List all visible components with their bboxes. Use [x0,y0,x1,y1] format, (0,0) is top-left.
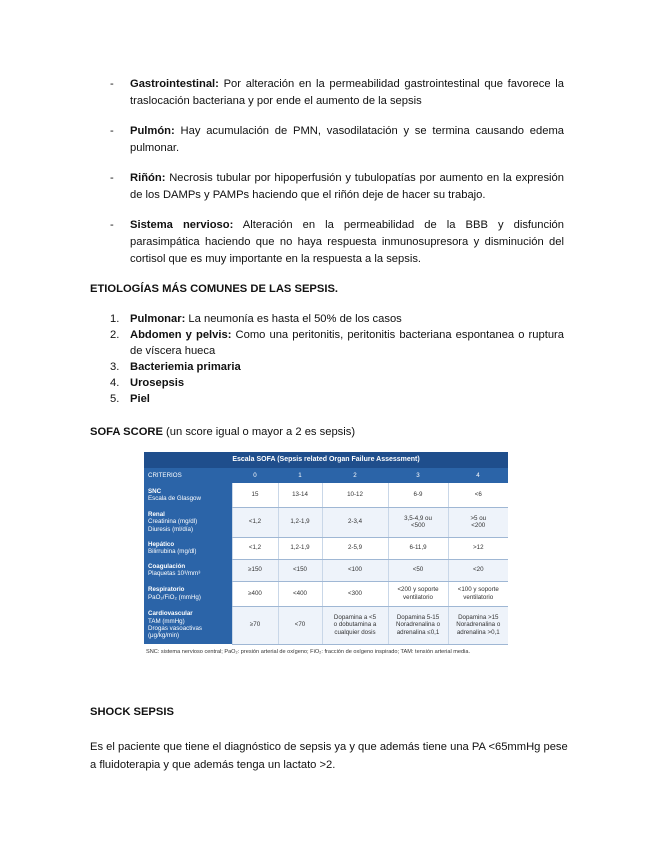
sofa-cell: 6-11,9 [388,537,448,559]
list-number: 5. [110,393,120,405]
sofa-cell: <200 y soporte ventilatorio [388,581,448,606]
sofa-heading-note: (un score igual o mayor a 2 es sepsis) [162,426,356,438]
etiology-term: Piel [130,393,150,405]
shock-paragraph: Es el paciente que tiene el diagnóstico de sepsis ya y que además tiene una PA <65mmHg pese a fluidoterapia y que además tenga un lactato >2. [90,741,568,771]
bullet-term: Pulmón: [130,125,175,137]
sofa-title-row [144,452,508,468]
sofa-cell: <1,2 [232,537,278,559]
criterion-measure: Escala de Glasgow [148,495,201,502]
criterion-title: Renal [148,510,165,518]
etiology-item [90,375,564,391]
bullet-item-sistema-nervioso [90,217,564,268]
etiology-term: Urosepsis [130,377,185,389]
sofa-cell: <20 [448,559,508,581]
sofa-cell: <50 [388,559,448,581]
etiology-item [90,327,564,359]
bullet-term: Sistema nervioso: [130,219,234,231]
list-number: 3. [110,361,120,373]
criterion-measure: Creatinina (mg/dl) Diuresis (ml/día) [148,518,198,533]
sofa-row [144,559,508,581]
column-header: 1 [278,468,322,483]
sofa-cell: 2-3,4 [322,507,388,537]
sofa-cell: <70 [278,606,322,644]
list-number: 1. [110,313,120,325]
sofa-cell: <150 [278,559,322,581]
bullet-text: Alteración en la permeabilidad de la BBB y disfunción parasimpática haciendo que no haya respuesta inmunosupresora y disminución del cortisol que es muy importante en la respuesta a la sepsis. [130,219,565,265]
bullet-marker: - [110,219,114,231]
sofa-row [144,581,508,606]
sofa-cell: 13-14 [278,483,322,507]
sofa-cell: 2-5,9 [322,537,388,559]
etiology-text: Como una peritonitis, peritonitis bacteriana espontanea o ruptura de víscera hueca [130,329,564,357]
sofa-cell: ≥400 [232,581,278,606]
bullet-item-pulmon [90,123,564,157]
sofa-row [144,483,508,507]
sofa-cell: <1,2 [232,507,278,537]
etiology-term: Pulmonar: [130,313,186,325]
sofa-criterion [144,581,232,606]
etiology-item [90,359,564,375]
sofa-cell: 15 [232,483,278,507]
sofa-title: Escala SOFA (Sepsis related Organ Failure Assessment) [144,452,508,468]
criterion-measure: TAM (mmHg) Drogas vasoactivas (μg/kg/min) [148,617,202,640]
sofa-cell: 1,2-1,9 [278,507,322,537]
column-header: 2 [322,468,388,483]
sofa-cell: 10-12 [322,483,388,507]
sofa-cell: <100 [322,559,388,581]
bullet-text: Necrosis tubular por hipoperfusión y tubulopatías por aumento en la expresión de los DAMPs y PAMPs haciendo que el riñón deje de hacer su trabajo. [130,172,564,201]
sofa-table [144,452,508,645]
bullet-text: Por alteración en la permeabilidad gastrointestinal que favorece la traslocación bacteriana y por ende el aumento de la sepsis [130,78,564,107]
etiology-term: Bacteriemia primaria [130,361,241,373]
bullet-text: Hay acumulación de PMN, vasodilatación y se termina causando edema pulmonar. [130,125,564,154]
sofa-cell: 3,5-4,9 ou <500 [388,507,448,537]
etiology-text: La neumonía es hasta el 50% de los casos [185,313,402,325]
sofa-cell: ≥70 [232,606,278,644]
shock-heading: SHOCK SEPSIS [90,706,174,718]
criterion-measure: Plaquetas 10³/mm³ [148,570,201,577]
sofa-row [144,507,508,537]
criterion-measure: PaO₂/FiO₂ (mmHg) [148,593,201,601]
sofa-cell: Dopamina >15 Noradrenalina o adrenalina >0,1 [448,606,508,644]
sofa-cell: 1,2-1,9 [278,537,322,559]
bullet-item-rinon [90,170,564,204]
sofa-heading-bold: SOFA SCORE [90,426,163,438]
bullet-marker: - [110,78,114,90]
bullet-marker: - [110,172,114,184]
sofa-cell: >12 [448,537,508,559]
sofa-cell: ≥150 [232,559,278,581]
etiology-item [90,311,564,327]
etiology-item [90,391,564,407]
sofa-row [144,537,508,559]
sofa-heading [90,423,570,441]
sofa-table-figure [144,452,508,655]
criterion-title: Cardiovascular [148,610,193,618]
sofa-cell: <300 [322,581,388,606]
sofa-cell: <6 [448,483,508,507]
sofa-cell: Dopamina a <5 o dobutamina a cualquier dosis [322,606,388,644]
column-header: 3 [388,468,448,483]
sofa-criterion [144,507,232,537]
sofa-table-body [144,483,508,644]
sofa-criterion [144,483,232,507]
column-header: CRITERIOS [144,468,232,483]
column-header: 0 [232,468,278,483]
etiology-heading: ETIOLOGÍAS MÁS COMUNES DE LAS SEPSIS. [90,283,339,295]
sofa-criterion [144,537,232,559]
sofa-cell: Dopamina 5-15 Noradrenalina o adrenalina ≤0,1 [388,606,448,644]
sofa-cell: <100 y soporte ventilatorio [448,581,508,606]
criterion-title: Hepático [148,540,175,548]
sofa-cell: >5 ou <200 [448,507,508,537]
column-header: 4 [448,468,508,483]
criterion-title: Respiratorio [148,586,185,594]
sofa-header-row [144,468,508,483]
sofa-cell: 6-9 [388,483,448,507]
sofa-footnote: SNC: sistema nervioso central; PaO₂: presión arterial de oxígeno; FiO₂: fracción de oxígeno inspirado; TAM: tensión arterial media. [146,648,471,655]
bullet-term: Riñón: [130,172,166,184]
criterion-title: SNC [148,487,162,495]
sofa-row [144,606,508,644]
list-number: 2. [110,329,120,341]
list-number: 4. [110,377,120,389]
criterion-measure: Bilirrubina (mg/dl) [148,548,197,555]
sofa-cell: <400 [278,581,322,606]
sofa-criterion [144,559,232,581]
bullet-term: Gastrointestinal: [130,78,219,90]
bullet-marker: - [110,125,114,137]
criterion-title: Coagulación [148,562,186,570]
bullet-item-gastrointestinal [90,76,564,110]
sofa-criterion [144,606,232,644]
etiology-term: Abdomen y pelvis: [130,329,232,341]
